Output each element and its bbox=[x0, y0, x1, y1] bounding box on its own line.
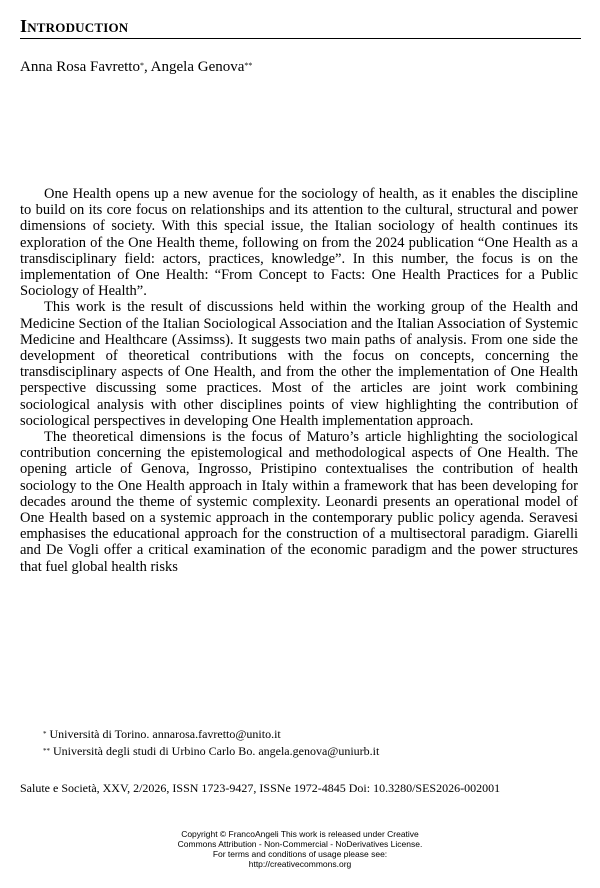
paragraph: This work is the result of discussions held within the working group of the Health and Medicine Section of the Italian Sociological Association and the Italian Association of Systemic Medicine and Healthcare (Assimss). It suggests two main paths of analysis. From one side the development of theoretical contributions with the focus on concepts, concerning the transdisciplinary aspects of One Health, and from the other the implementation of One Health perspective discussing some practices. Most of the articles are joint work combining sociological analysis with other disciplines points of view highlighting the contribution of sociological perspectives in developing One Health implementation approach. bbox=[20, 299, 578, 429]
copyright-link[interactable]: http://creativecommons.org bbox=[248, 859, 352, 869]
body-text bbox=[20, 186, 578, 575]
footnote-marker: ** bbox=[43, 747, 50, 755]
footnote bbox=[43, 743, 379, 760]
footnote-marker: * bbox=[139, 61, 144, 70]
copyright-line: For terms and conditions of usage please see: bbox=[212, 849, 388, 859]
footnote-marker: * bbox=[43, 730, 47, 738]
footnotes bbox=[43, 726, 379, 760]
copyright-notice bbox=[100, 829, 500, 869]
journal-info: Salute e Società, XXV, 2/2026, ISSN 1723-9427, ISSNe 1972-4845 Doi: 10.3280/SES2026-002001 bbox=[20, 781, 501, 795]
footnote-text: Università degli studi di Urbino Carlo Bo. angela.genova@uniurb.it bbox=[53, 744, 380, 758]
section-title: Introduction bbox=[20, 16, 129, 36]
copyright-line: Commons Attribution - Non-Commercial - NoDerivatives License. bbox=[177, 839, 423, 849]
author-line bbox=[20, 57, 252, 77]
paragraph: The theoretical dimensions is the focus of Maturo’s article highlighting the sociological contribution concerning the epistemological and methodological aspects of One Health. The opening article of Genova, Ingrosso, Pristipino contextualises the contribution of health sociology to the One Health approach in Italy within a framework that has been developing for decades around the theme of systemic complexity. Leonardi presents an operational model of One Health based on a systemic approach in the contemporary public policy agenda. Seravesi emphasises the educational approach for the construction of a multisectoral paradigm. Giarelli and De Vogli offer a critical examination of the economic paradigm and the power structures that fuel global health risks bbox=[20, 429, 578, 575]
paragraph: One Health opens up a new avenue for the sociology of health, as it enables the discipline to build on its core focus on relationships and its attention to the cultural, structural and power dimensions of society. With this special issue, the Italian sociology of health continues its exploration of the One Health theme, following on from the 2024 publication “One Health as a transdisciplinary field: actors, practices, knowledge”. In this number, the focus is on the implementation of One Health: “From Concept to Facts: One Health Practices for a Public Sociology of Health”. bbox=[20, 186, 578, 300]
copyright-line: Copyright © FrancoAngeli This work is released under Creative bbox=[181, 829, 419, 839]
header-rule bbox=[20, 38, 581, 39]
author-name: Angela Genova bbox=[150, 59, 245, 75]
footnote-text: Università di Torino. annarosa.favretto@unito.it bbox=[49, 727, 281, 741]
author-separator: , bbox=[143, 59, 151, 75]
footnote-marker: ** bbox=[244, 61, 253, 70]
author-name: Anna Rosa Favretto bbox=[20, 59, 140, 75]
footnote bbox=[43, 726, 379, 743]
